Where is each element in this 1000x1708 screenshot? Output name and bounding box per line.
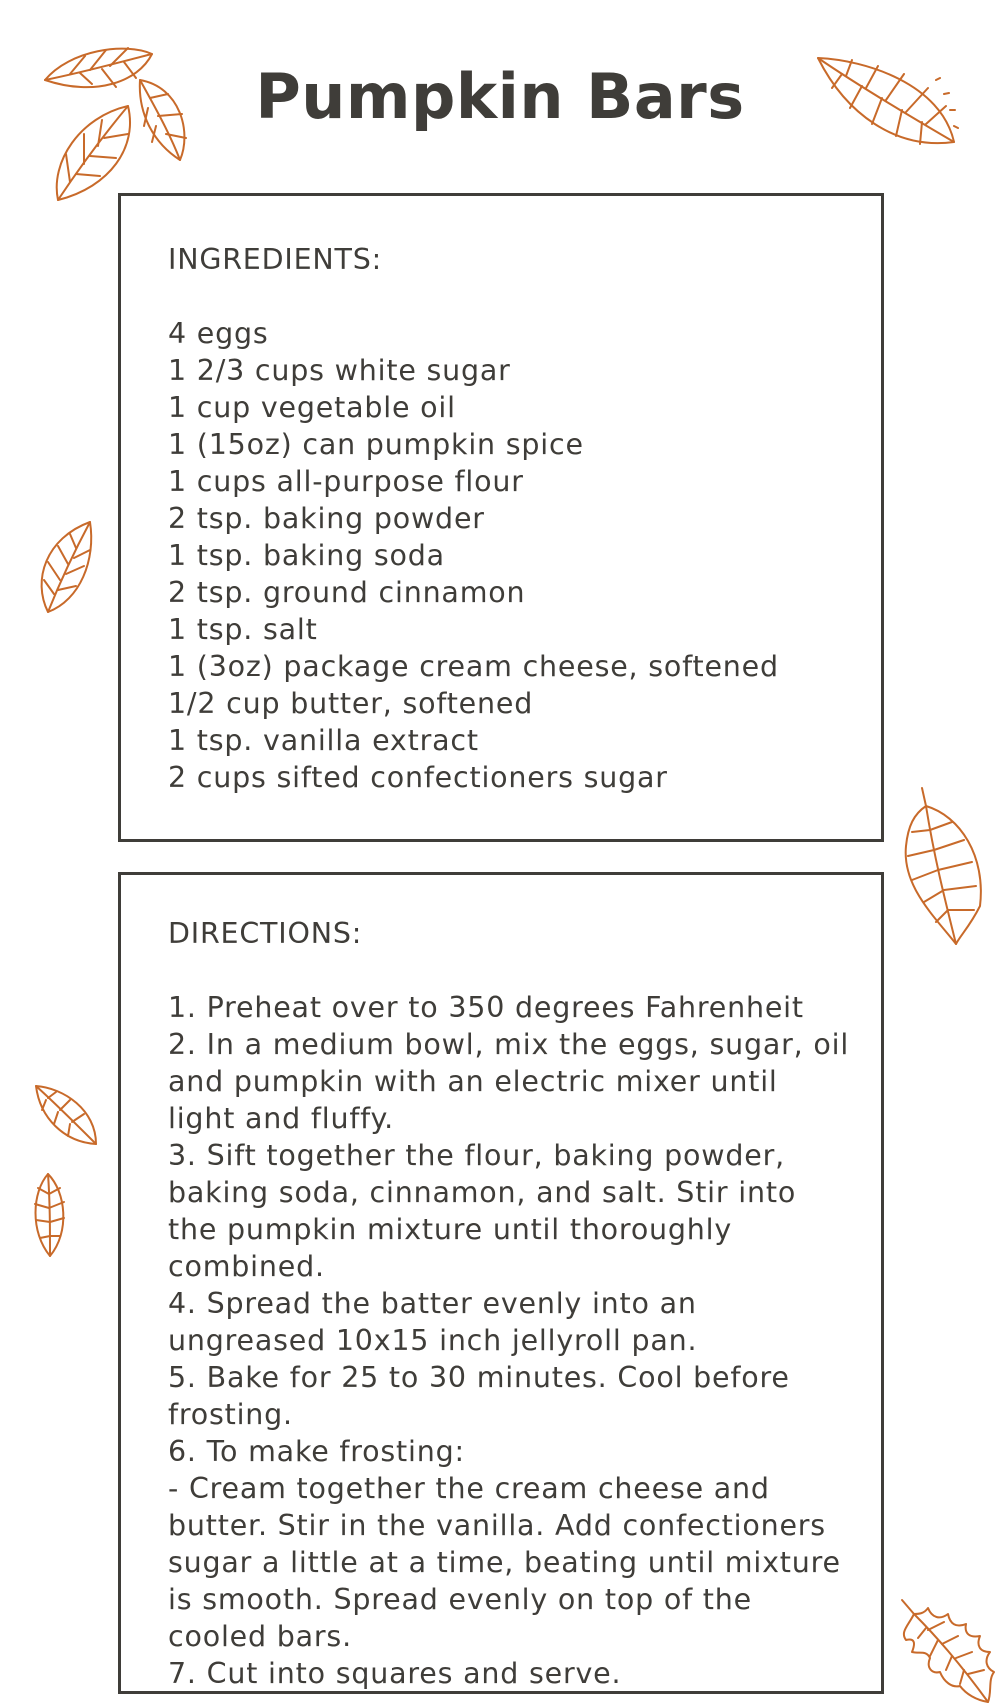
directions-content [168, 915, 853, 1692]
ingredient-item: 2 cups sifted confectioners sugar [168, 761, 668, 794]
ingredient-item: 1 tsp. salt [168, 613, 318, 646]
directions-card [118, 872, 884, 1694]
ingredients-heading: INGREDIENTS: [168, 243, 382, 276]
ingredient-item: 2 tsp. baking powder [168, 502, 485, 535]
ingredients-content [168, 241, 853, 796]
ingredients-list [168, 315, 853, 796]
direction-step: 3. Sift together the flour, baking powder, baking soda, cinnamon, and salt. Stir into the pumpkin mixture until thoroughly combined. [168, 1139, 797, 1283]
directions-heading: DIRECTIONS: [168, 917, 363, 950]
page-title: Pumpkin Bars [255, 60, 745, 133]
ingredient-item: 1 (3oz) package cream cheese, softened [168, 650, 779, 683]
direction-step: 7. Cut into squares and serve. [168, 1657, 622, 1690]
leaf-right-middle-icon [900, 786, 984, 946]
ingredient-item: 1 tsp. vanilla extract [168, 724, 479, 757]
ingredient-item: 2 tsp. ground cinnamon [168, 576, 526, 609]
leaf-left-middle-icon [36, 520, 94, 616]
ingredient-item: 1 cup vegetable oil [168, 391, 456, 424]
ingredients-card [118, 193, 884, 842]
ingredient-item: 4 eggs [168, 317, 269, 350]
ingredient-item: 1 tsp. baking soda [168, 539, 445, 572]
oak-leaf-bottom-right-icon [896, 1596, 1000, 1706]
direction-step: 2. In a medium bowl, mix the eggs, sugar, oil and pumpkin with an electric mixer until light and fluffy. [168, 1028, 850, 1135]
direction-step: 6. To make frosting: [168, 1435, 465, 1468]
direction-step: 1. Preheat over to 350 degrees Fahrenheit [168, 991, 804, 1024]
ingredient-item: 1 (15oz) can pumpkin spice [168, 428, 584, 461]
ingredient-item: 1/2 cup butter, softened [168, 687, 534, 720]
leaf-left-bottom-icon [30, 1172, 70, 1258]
ingredient-item: 1 2/3 cups white sugar [168, 354, 511, 387]
direction-step: 5. Bake for 25 to 30 minutes. Cool before frosting. [168, 1361, 790, 1431]
ingredient-item: 1 cups all-purpose flour [168, 465, 524, 498]
direction-substep: - Cream together the cream cheese and butter. Stir in the vanilla. Add confectioners sugar a little at a time, beating until mixture is smooth. Spread evenly on top of the cooled bars. [168, 1472, 841, 1653]
leaf-left-lower-icon [34, 1084, 98, 1146]
directions-list [168, 989, 853, 1692]
direction-step: 4. Spread the batter evenly into an ungreased 10x15 inch jellyroll pan. [168, 1287, 698, 1357]
